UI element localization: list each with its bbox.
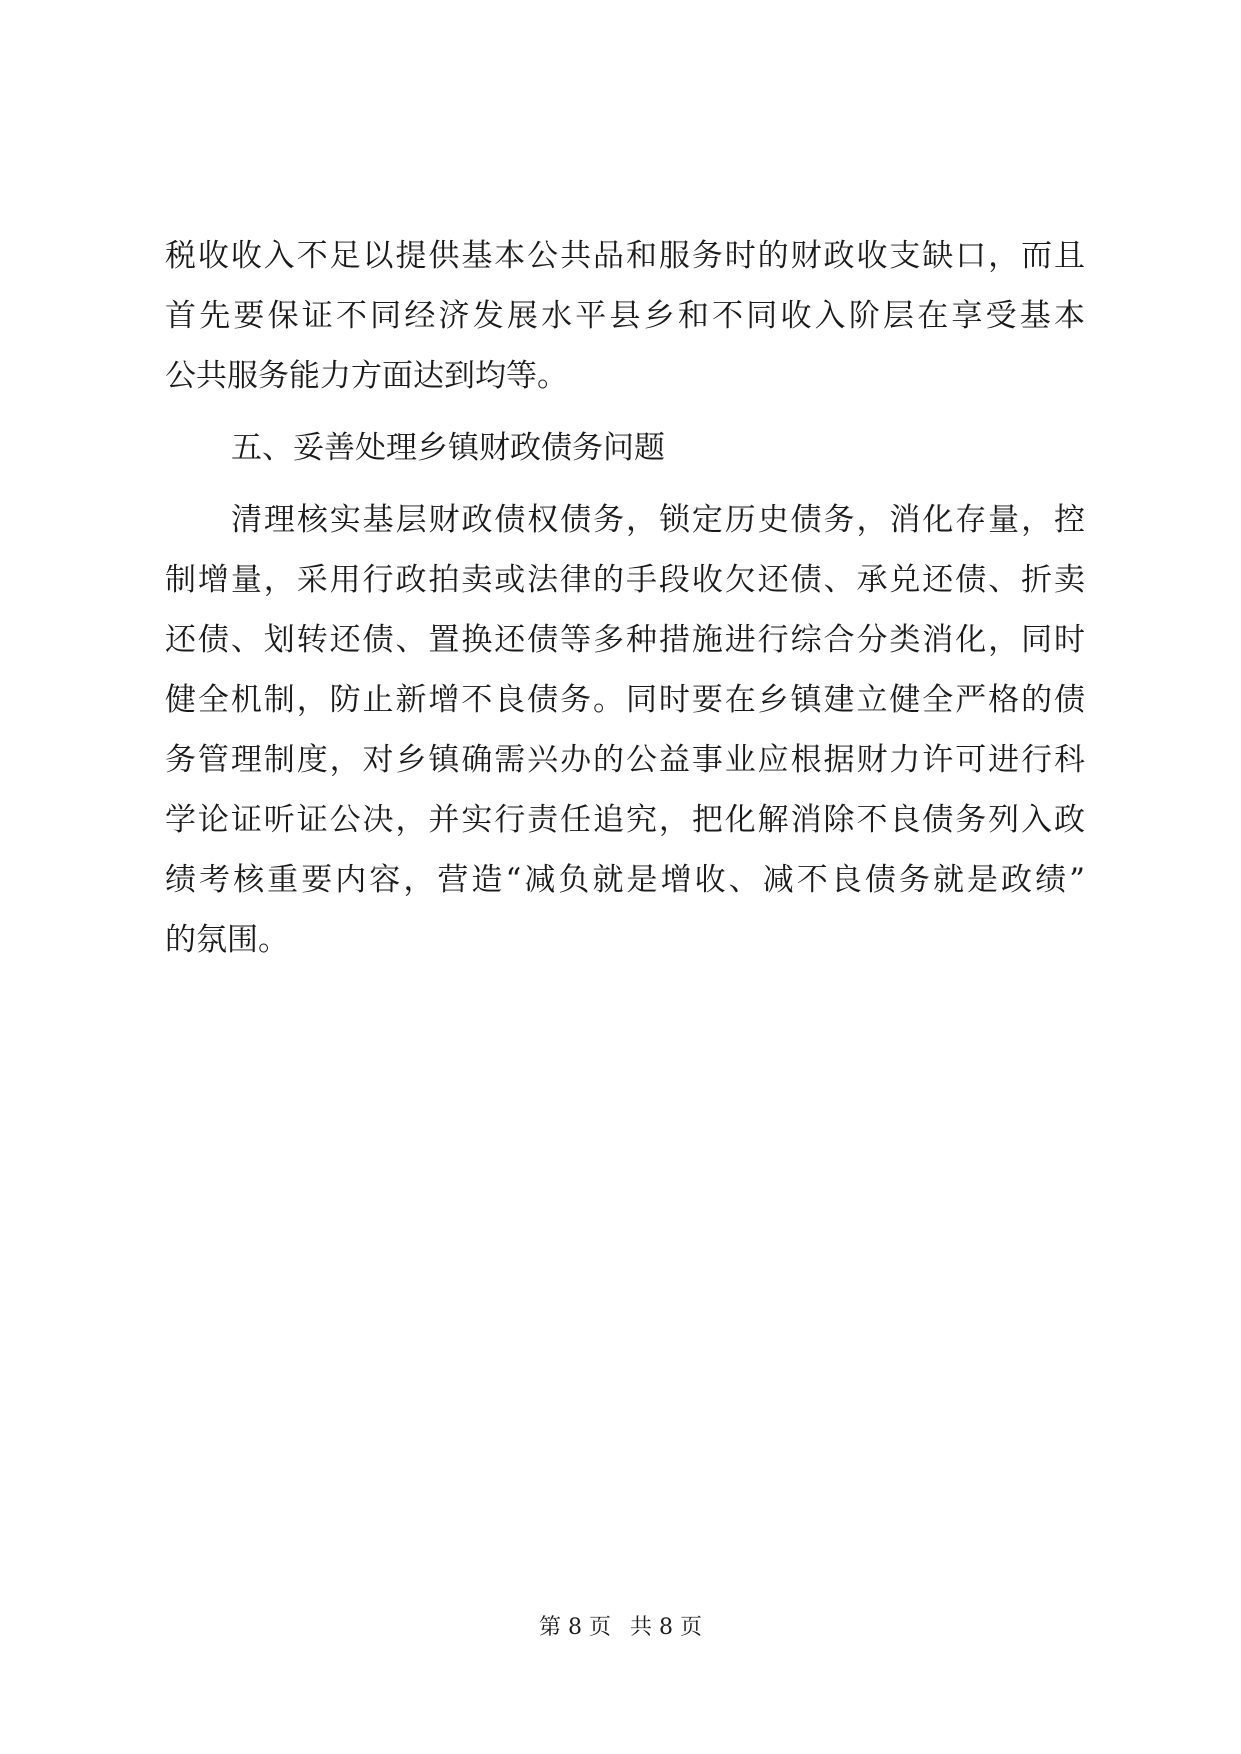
text-line: 制增量，采用行政拍卖或法律的手段收欠还债、承兑还债、折卖 (165, 562, 1085, 598)
paragraph-continuation (165, 226, 1085, 406)
text-line: 务管理制度，对乡镇确需兴办的公益事业应根据财力许可进行科 (165, 742, 1085, 778)
text-line: 的氛围。 (165, 922, 289, 958)
text-line: 首先要保证不同经济发展水平县乡和不同收入阶层在享受基本 (165, 298, 1085, 334)
heading-text: 五、妥善处理乡镇财政债务问题 (231, 430, 665, 466)
page-number: 第 8 页 (539, 1615, 611, 1640)
document-body (165, 226, 1085, 970)
text-line: 清理核实基层财政债权债务，锁定历史债务，消化存量，控 (231, 502, 1085, 538)
text-line: 税收收入不足以提供基本公共品和服务时的财政收支缺口，而且 (165, 238, 1085, 274)
section-heading (165, 418, 1085, 478)
page-total: 共 8 页 (630, 1615, 702, 1640)
text-line: 学论证听证公决，并实行责任追究，把化解消除不良债务列入政 (165, 802, 1085, 838)
paragraph-debt (165, 490, 1085, 970)
text-line: 公共服务能力方面达到均等。 (165, 358, 568, 394)
page-footer (0, 1610, 1241, 1641)
text-line: 绩考核重要内容，营造“减负就是增收、减不良债务就是政绩” (165, 862, 1085, 898)
text-line: 健全机制，防止新增不良债务。同时要在乡镇建立健全严格的债 (165, 682, 1085, 718)
text-line: 还债、划转还债、置换还债等多种措施进行综合分类消化，同时 (165, 622, 1085, 658)
